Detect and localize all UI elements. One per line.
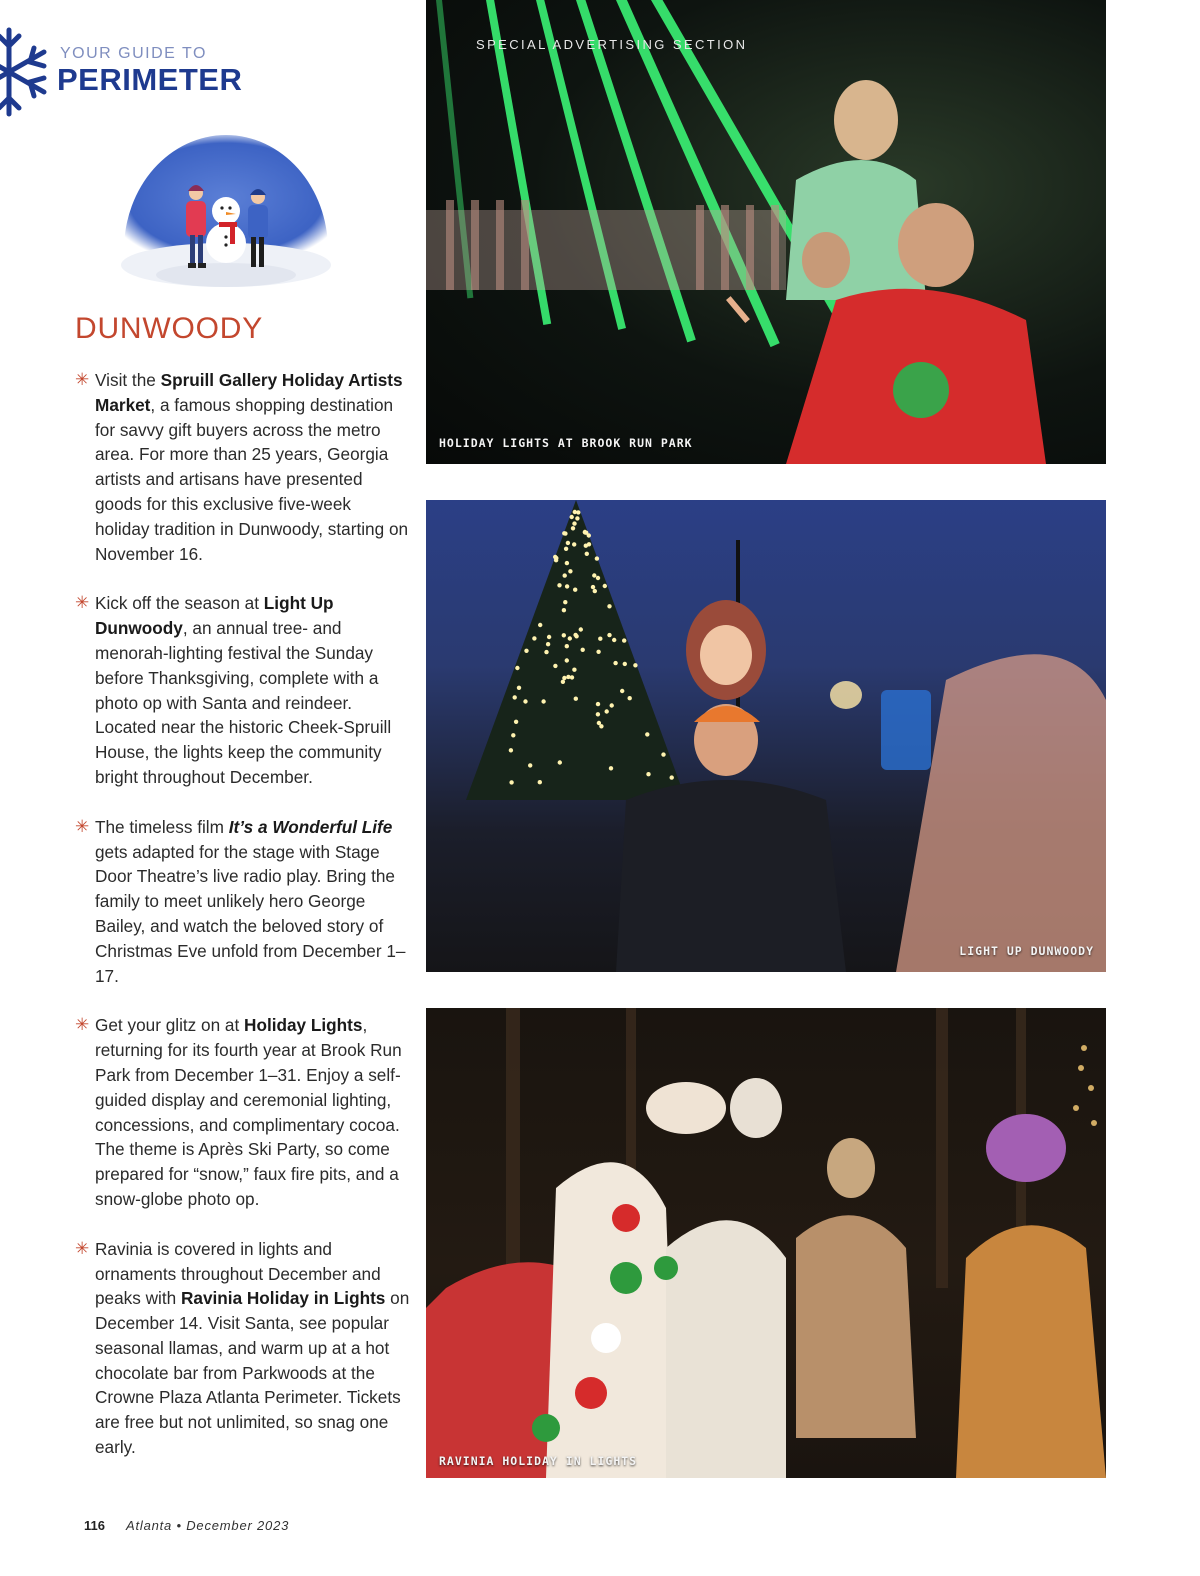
- special-section-label: SPECIAL ADVERTISING SECTION: [476, 37, 748, 52]
- event-name: Holiday Lights: [244, 1015, 363, 1036]
- snowman-illustration: [116, 125, 336, 295]
- photo-ravinia-holiday-lights-image: [426, 1008, 1106, 1478]
- publication-line: Atlanta • December 2023: [126, 1518, 290, 1533]
- page-number: 116: [84, 1518, 105, 1533]
- asterisk-bullet-icon: ✳: [75, 593, 90, 613]
- event-list: [75, 368, 410, 1485]
- list-item: ✳ The timeless film It’s a Wonderful Life gets adapted for the stage with Stage Door Theatre’s live radio play. Bring the family to meet unlikely hero George Bailey, and watch the beloved story of Christmas Eve unfold from December 1–17.: [75, 816, 406, 986]
- asterisk-bullet-icon: ✳: [75, 1238, 90, 1258]
- section-title: DUNWOODY: [75, 312, 264, 345]
- event-name: Spruill Gallery Holiday Artists Market: [95, 370, 403, 415]
- event-name: Ravinia Holiday in Lights: [180, 1288, 386, 1309]
- list-item: ✳ Ravinia is covered in lights and ornaments throughout December and peaks with Ravinia Holiday in Lights on December 14. Visit Santa, see popular seasonal llamas, and warm up at a hot chocolate bar from Parkwoods at the Crowne Plaza Atlanta Perimeter. Tickets are free but not unlimited, so snag one early.: [75, 1238, 410, 1458]
- photo-caption: RAVINIA HOLIDAY IN LIGHTS: [439, 1454, 638, 1468]
- event-name: Light Up Dunwoody: [95, 593, 334, 639]
- event-name: It’s a Wonderful Life: [228, 816, 393, 837]
- snowflake-icon: [0, 22, 54, 122]
- asterisk-bullet-icon: ✳: [75, 816, 90, 836]
- guide-kicker: YOUR GUIDE TO: [60, 45, 207, 62]
- photo-light-up-dunwoody: [426, 500, 1106, 972]
- photo-light-up-dunwoody-image: [426, 500, 1106, 972]
- asterisk-bullet-icon: ✳: [75, 1015, 90, 1035]
- photo-caption: LIGHT UP DUNWOODY: [959, 944, 1094, 958]
- photo-holiday-lights: [426, 0, 1106, 464]
- list-item: ✳ Get your glitz on at Holiday Lights, returning for its fourth year at Brook Run Park from December 1–31. Enjoy a self-guided display and ceremonial lighting, concessions, and complimentary cocoa. The theme is Après Ski Party, so come prepared for “snow,” faux fire pits, and a snow-globe photo op.: [75, 1015, 402, 1209]
- list-item: ✳ Kick off the season at Light Up Dunwoody, an annual tree- and menorah-lighting festival the Sunday before Thanksgiving, complete with a photo op with Santa and reindeer. Located near the historic Cheek-Spruill House, the lights keep the community bright throughout December.: [75, 593, 392, 787]
- photo-ravinia-holiday-lights: [426, 1008, 1106, 1478]
- photo-holiday-lights-image: [426, 0, 1106, 464]
- asterisk-bullet-icon: ✳: [75, 370, 90, 389]
- guide-title: PERIMETER: [57, 62, 243, 97]
- photo-caption: HOLIDAY LIGHTS AT BROOK RUN PARK: [439, 436, 693, 450]
- list-item: ✳ Visit the Spruill Gallery Holiday Artists Market, a famous shopping destination for savvy gift buyers across the metro area. For more than 25 years, Georgia artists and artisans have presented goods for this exclusive five-week holiday tradition in Dunwoody, starting on November 16.: [75, 370, 409, 564]
